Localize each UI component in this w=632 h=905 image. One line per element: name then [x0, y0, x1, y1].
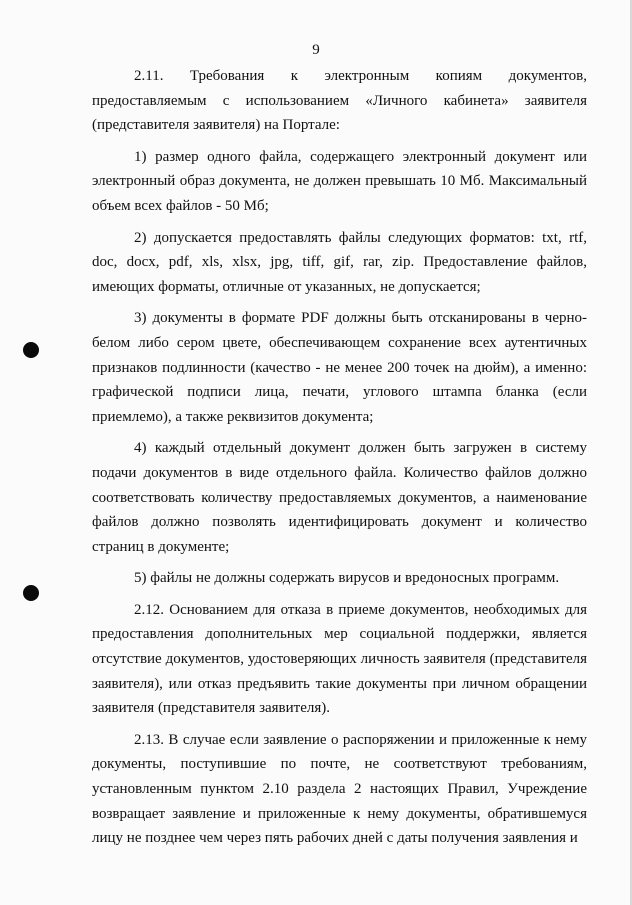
paragraph-item-2: 2) допускается предоставлять файлы следующих форматов: txt, rtf, doc, docx, pdf, xls, xlsx, jpg, tiff, gif, rar, zip. Предоставление файлов, имеющих форматы, отличные от указанных, не допускается;	[92, 229, 587, 295]
paragraph-2-11: 2.11. Требования к электронным копиям документов, предоставляемым с использованием «Личного кабинета» заявителя (представителя заявителя) на Портале:	[92, 68, 587, 134]
punch-hole-bottom	[23, 585, 39, 601]
punch-hole-top	[23, 342, 39, 358]
paragraph-2-12: 2.12. Основанием для отказа в приеме документов, необходимых для предоставления дополнительных мер социальной поддержки, является отсутствие документов, удостоверяющих личность заявителя (представителя заявителя), или отказ предъявить такие документы при личном обращении заявителя (представителя заявителя).	[92, 601, 587, 717]
paragraph-item-3: 3) документы в формате PDF должны быть отсканированы в черно-белом либо сером цвете, обеспечивающем сохранение всех аутентичных признаков подлинности (качество - не менее 200 точек на дюйм), а именно: графической подписи лица, печати, углового штампа бланка (если приемлемо), а также реквизитов документа;	[92, 310, 587, 425]
paragraph-item-4: 4) каждый отдельный документ должен быть загружен в систему подачи документов в виде отдельного файла. Количество файлов должно соответствовать количеству предоставляемых документов, а наименование файлов должно позволять идентифицировать документ и количество страниц в документе;	[92, 440, 587, 555]
page-number: 9	[312, 42, 320, 58]
paragraph-2-13: 2.13. В случае если заявление о распоряжении и приложенные к нему документы, поступившие по почте, не соответствуют требованиям, установленным пунктом 2.10 раздела 2 настоящих Правил, Учреждение возвращает заявление и приложенные к нему документы, обратившемуся лицу не позднее чем через пять рабочих дней с даты получения заявления и	[92, 731, 587, 847]
paragraph-item-1: 1) размер одного файла, содержащего электронный документ или электронный образ документа, не должен превышать 10 Мб. Максимальный объем всех файлов - 50 Мб;	[92, 148, 587, 214]
paragraph-item-5: 5) файлы не должны содержать вирусов и вредоносных программ.	[134, 570, 560, 587]
document-body	[92, 64, 587, 858]
